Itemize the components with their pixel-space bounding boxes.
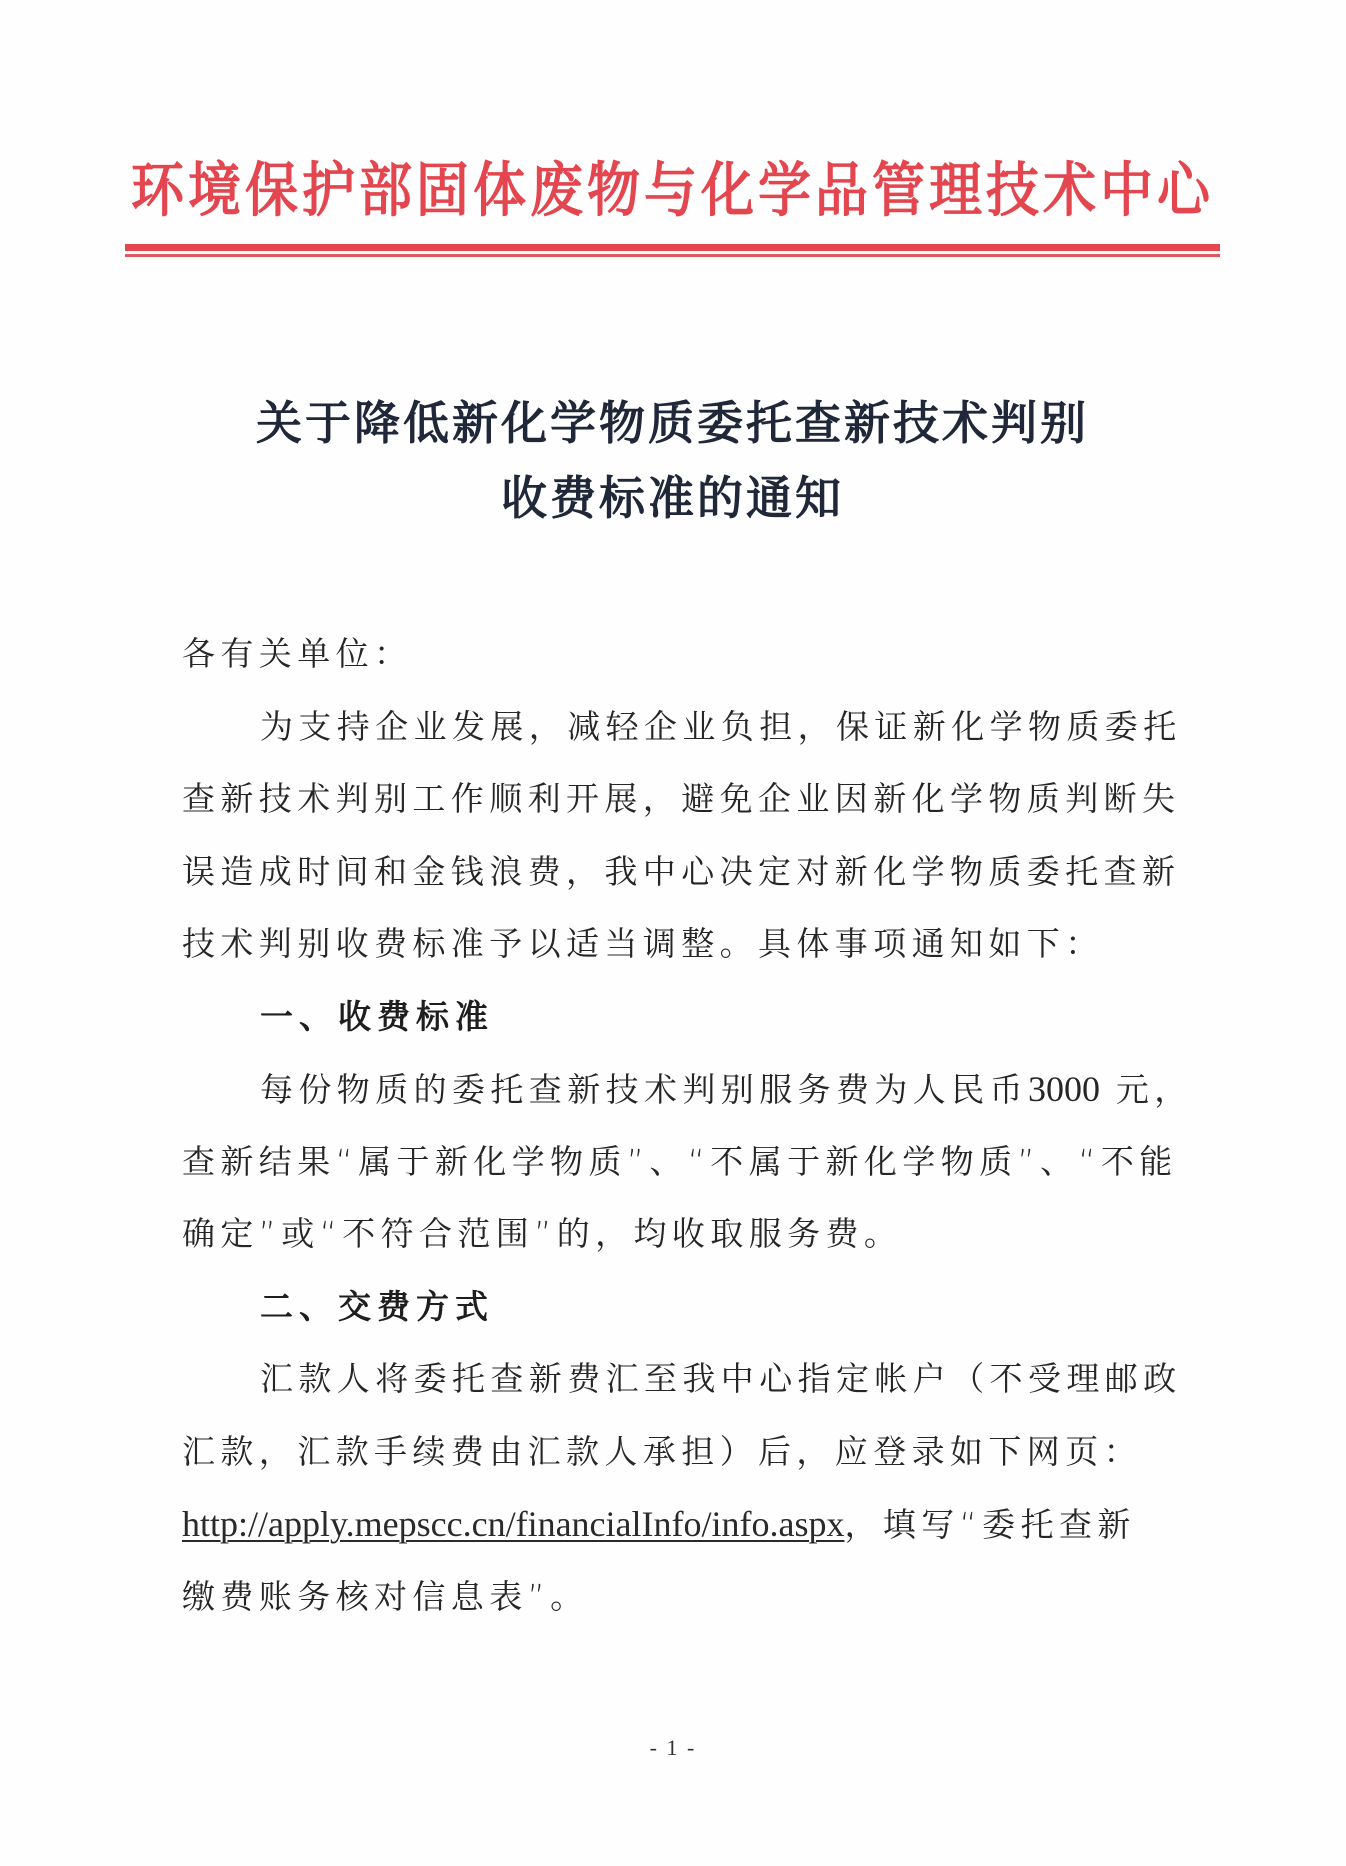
page-number: - 1 -	[649, 1735, 697, 1760]
document-title-line-2: 收费标准的通知	[501, 471, 844, 525]
intro-line-4: 技术判别收费标准予以适当调整。具体事项通知如下：	[182, 924, 1104, 963]
section-1-heading: 一、收费标准	[260, 996, 494, 1036]
section-1-line-1-suffix: 元，	[1115, 1070, 1193, 1109]
section-1-line-1	[182, 1053, 1194, 1126]
letterhead-rule-thin	[125, 254, 1220, 257]
section-2-line-3	[182, 1488, 1194, 1561]
section-1-line-3: 确定”或“不符合范围”的，均收取服务费。	[182, 1214, 903, 1253]
salutation: 各有关单位：	[182, 634, 413, 673]
section-1-line-2: 查新结果“属于新化学物质”、“不属于新化学物质”、“不能	[182, 1141, 1178, 1181]
fee-amount: 3000	[1028, 1069, 1100, 1109]
document-title-line-1: 关于降低新化学物质委托查新技术判别	[256, 396, 1089, 450]
intro-line-3: 误造成时间和金钱浪费，我中心决定对新化学物质委托查新	[182, 851, 1181, 891]
section-2-line-4: 缴费账务核对信息表”。	[182, 1576, 589, 1616]
letterhead-rule-thick	[125, 244, 1220, 251]
section-1-line-1-prefix: 每份物质的委托查新技术判别服务费为人民币	[260, 1070, 1028, 1109]
financial-info-url-link[interactable]: http://apply.mepscc.cn/financialInfo/info.aspx	[182, 1504, 845, 1544]
section-2-heading: 二、交费方式	[260, 1286, 494, 1326]
section-2-line-2: 汇款，汇款手续费由汇款人承担）后，应登录如下网页：	[182, 1431, 1142, 1471]
letterhead-organization: 环境保护部固体废物与化学品管理技术中心	[131, 155, 1214, 226]
intro-line-1: 为支持企业发展，减轻企业负担，保证新化学物质委托	[260, 706, 1182, 746]
document-body	[182, 618, 1194, 1633]
intro-line-2: 查新技术判别工作顺利开展，避免企业因新化学物质判断失	[182, 779, 1181, 818]
section-2-line-1: 汇款人将委托查新费汇至我中心指定帐户（不受理邮政	[260, 1359, 1182, 1398]
section-2-line-3-suffix: ，填写“委托查新	[844, 1505, 1136, 1544]
